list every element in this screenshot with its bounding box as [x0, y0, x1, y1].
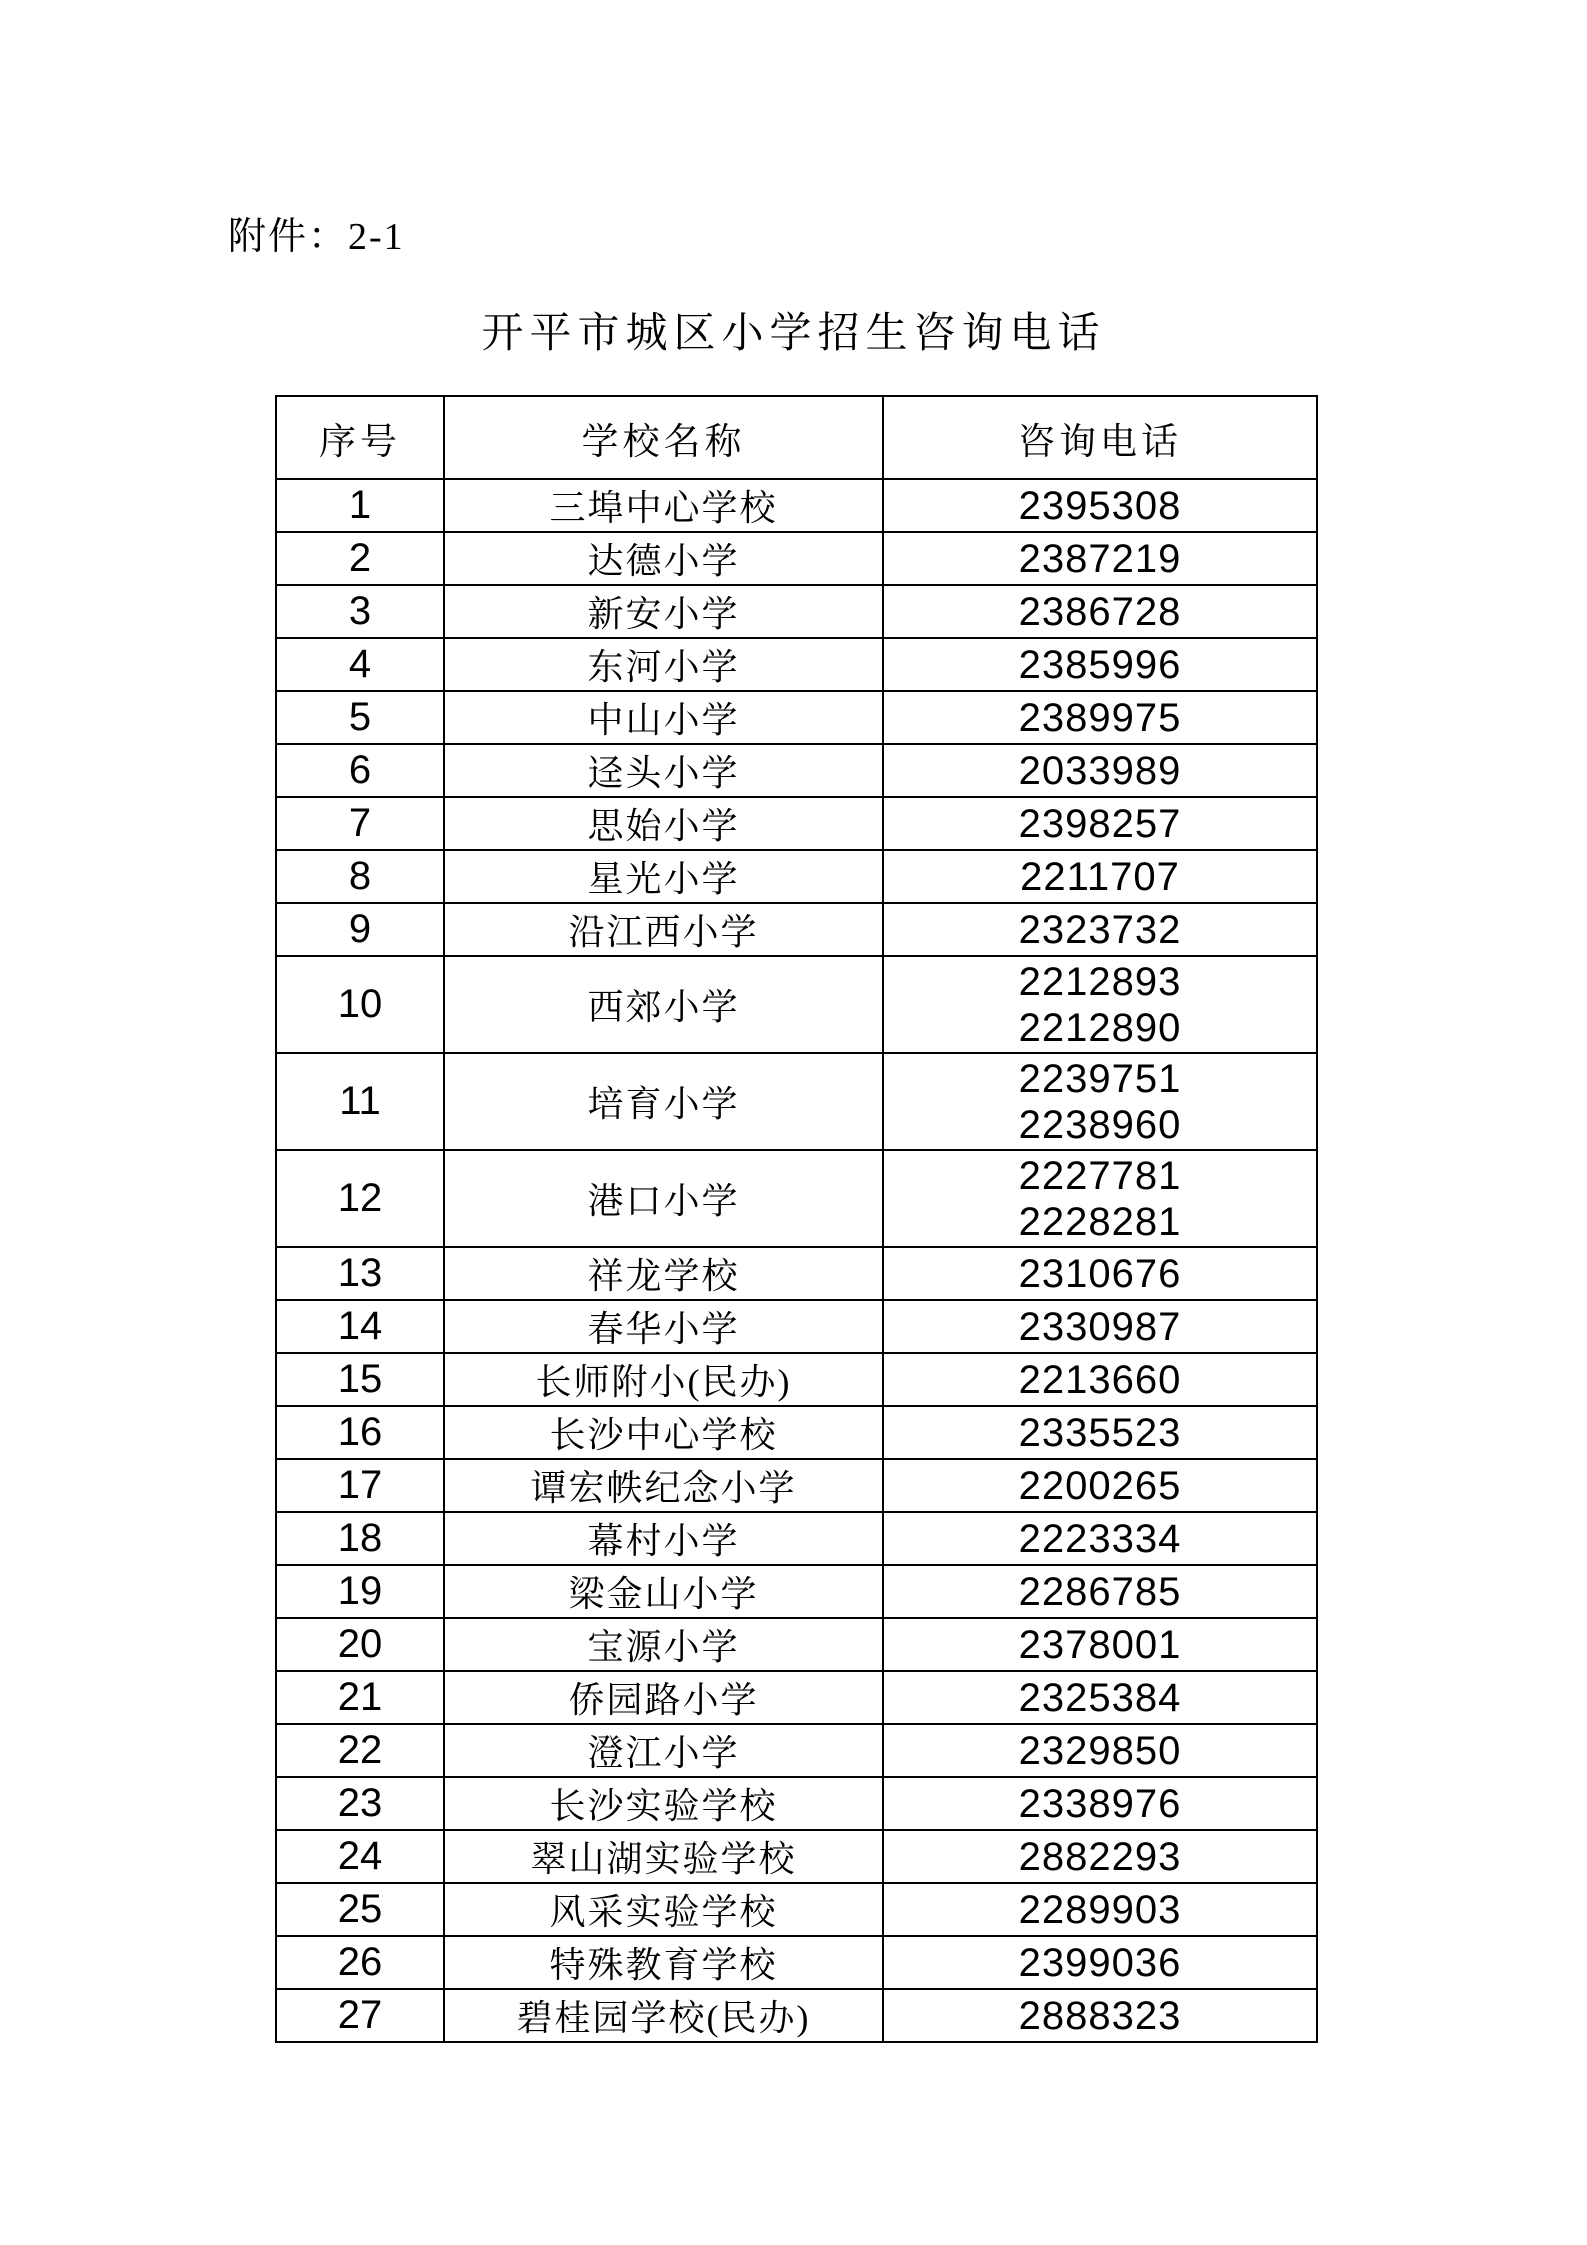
- table-row: [276, 691, 1317, 744]
- serial-number-cell: 27: [276, 1989, 444, 2042]
- table-body: [276, 479, 1317, 2042]
- phone-number-cell: [883, 956, 1317, 1053]
- phone-number-cell: [883, 744, 1317, 797]
- school-name-cell: 特殊教育学校: [444, 1936, 883, 1989]
- phone-number: 2329850: [1018, 1728, 1182, 1773]
- phone-number: 2335523: [1018, 1410, 1182, 1455]
- serial-number-cell: 21: [276, 1671, 444, 1724]
- phone-number-cell: [883, 1830, 1317, 1883]
- serial-number-cell: 18: [276, 1512, 444, 1565]
- serial-number-cell: 14: [276, 1300, 444, 1353]
- school-name-cell: 西郊小学: [444, 956, 883, 1053]
- phone-number: 2323732: [1018, 907, 1182, 952]
- phone-number-cell: [883, 1618, 1317, 1671]
- serial-number-cell: 22: [276, 1724, 444, 1777]
- phone-number: 2033989: [1018, 748, 1182, 793]
- serial-number-cell: 24: [276, 1830, 444, 1883]
- table-row: [276, 585, 1317, 638]
- phone-number: 2212890: [1018, 1005, 1182, 1050]
- school-phone-table: [275, 395, 1318, 2043]
- column-header-school-name: 学校名称: [444, 396, 883, 479]
- phone-number-cell: [883, 1459, 1317, 1512]
- phone-number: 2395308: [1018, 483, 1182, 528]
- school-name-cell: 三埠中心学校: [444, 479, 883, 532]
- phone-number: 2387219: [1018, 536, 1182, 581]
- phone-number: 2289903: [1018, 1887, 1182, 1932]
- phone-number-cell: [883, 1406, 1317, 1459]
- serial-number-cell: 19: [276, 1565, 444, 1618]
- table-row: [276, 1247, 1317, 1300]
- school-name-cell: 星光小学: [444, 850, 883, 903]
- serial-number-cell: 9: [276, 903, 444, 956]
- school-name-cell: 侨园路小学: [444, 1671, 883, 1724]
- table-row: [276, 479, 1317, 532]
- table-row: [276, 1459, 1317, 1512]
- serial-number-cell: 10: [276, 956, 444, 1053]
- phone-number: 2223334: [1018, 1516, 1182, 1561]
- phone-number-cell: [883, 1053, 1317, 1150]
- phone-number: 2212893: [1018, 959, 1182, 1004]
- school-name-cell: 风采实验学校: [444, 1883, 883, 1936]
- school-name-cell: 幕村小学: [444, 1512, 883, 1565]
- phone-number: 2385996: [1018, 642, 1182, 687]
- serial-number-cell: 2: [276, 532, 444, 585]
- serial-number-cell: 12: [276, 1150, 444, 1247]
- serial-number-cell: 6: [276, 744, 444, 797]
- phone-number: 2200265: [1018, 1463, 1182, 1508]
- school-name-cell: 翠山湖实验学校: [444, 1830, 883, 1883]
- phone-number: 2227781: [1018, 1153, 1182, 1198]
- serial-number-cell: 17: [276, 1459, 444, 1512]
- table-row: [276, 1053, 1317, 1150]
- table-header-row: [276, 396, 1317, 479]
- school-name-cell: 梁金山小学: [444, 1565, 883, 1618]
- serial-number-cell: 20: [276, 1618, 444, 1671]
- attachment-label: 附件：2-1: [228, 216, 405, 258]
- phone-number-cell: [883, 1150, 1317, 1247]
- phone-number: 2389975: [1018, 695, 1182, 740]
- school-name-cell: 长沙实验学校: [444, 1777, 883, 1830]
- serial-number-cell: 15: [276, 1353, 444, 1406]
- table-row: [276, 1565, 1317, 1618]
- table-row: [276, 1618, 1317, 1671]
- column-header-serial-number: 序号: [276, 396, 444, 479]
- phone-number: 2386728: [1018, 589, 1182, 634]
- table-row: [276, 1777, 1317, 1830]
- phone-number-cell: [883, 585, 1317, 638]
- table-row: [276, 1150, 1317, 1247]
- school-name-cell: 长师附小(民办): [444, 1353, 883, 1406]
- serial-number-cell: 16: [276, 1406, 444, 1459]
- phone-number: 2238960: [1018, 1102, 1182, 1147]
- phone-number-cell: [883, 1724, 1317, 1777]
- school-name-cell: 宝源小学: [444, 1618, 883, 1671]
- table-row: [276, 744, 1317, 797]
- serial-number-cell: 26: [276, 1936, 444, 1989]
- phone-number-cell: [883, 479, 1317, 532]
- school-name-cell: 中山小学: [444, 691, 883, 744]
- phone-number: 2239751: [1018, 1056, 1182, 1101]
- phone-number: 2338976: [1018, 1781, 1182, 1826]
- phone-number-cell: [883, 903, 1317, 956]
- table-row: [276, 1406, 1317, 1459]
- phone-number-cell: [883, 1883, 1317, 1936]
- phone-number: 2399036: [1018, 1940, 1182, 1985]
- school-name-cell: 培育小学: [444, 1053, 883, 1150]
- phone-number: 2330987: [1018, 1304, 1182, 1349]
- phone-number-cell: [883, 1936, 1317, 1989]
- phone-number-cell: [883, 797, 1317, 850]
- phone-number: 2325384: [1018, 1675, 1182, 1720]
- school-name-cell: 沿江西小学: [444, 903, 883, 956]
- phone-number: 2286785: [1018, 1569, 1182, 1614]
- school-name-cell: 澄江小学: [444, 1724, 883, 1777]
- table-row: [276, 1883, 1317, 1936]
- page-title: 开平市城区小学招生咨询电话: [481, 311, 1106, 357]
- school-name-cell: 思始小学: [444, 797, 883, 850]
- table-row: [276, 1989, 1317, 2042]
- phone-number-cell: [883, 638, 1317, 691]
- phone-number: 2882293: [1018, 1834, 1182, 1879]
- table-row: [276, 638, 1317, 691]
- phone-number: 2398257: [1018, 801, 1182, 846]
- school-name-cell: 港口小学: [444, 1150, 883, 1247]
- phone-number-cell: [883, 532, 1317, 585]
- school-name-cell: 春华小学: [444, 1300, 883, 1353]
- school-name-cell: 迳头小学: [444, 744, 883, 797]
- school-name-cell: 谭宏帙纪念小学: [444, 1459, 883, 1512]
- phone-number-cell: [883, 1777, 1317, 1830]
- phone-number-cell: [883, 1247, 1317, 1300]
- table-row: [276, 1936, 1317, 1989]
- table-row: [276, 1724, 1317, 1777]
- table-row: [276, 903, 1317, 956]
- phone-number-cell: [883, 1565, 1317, 1618]
- school-name-cell: 祥龙学校: [444, 1247, 883, 1300]
- serial-number-cell: 25: [276, 1883, 444, 1936]
- school-name-cell: 新安小学: [444, 585, 883, 638]
- phone-number-cell: [883, 1989, 1317, 2042]
- table-row: [276, 532, 1317, 585]
- serial-number-cell: 5: [276, 691, 444, 744]
- serial-number-cell: 23: [276, 1777, 444, 1830]
- serial-number-cell: 4: [276, 638, 444, 691]
- phone-number: 2888323: [1018, 1993, 1182, 2038]
- phone-number-cell: [883, 1300, 1317, 1353]
- serial-number-cell: 7: [276, 797, 444, 850]
- table-row: [276, 1671, 1317, 1724]
- school-name-cell: 达德小学: [444, 532, 883, 585]
- phone-number-cell: [883, 691, 1317, 744]
- phone-number-cell: [883, 1671, 1317, 1724]
- table-row: [276, 1353, 1317, 1406]
- phone-number: 2213660: [1018, 1357, 1182, 1402]
- serial-number-cell: 8: [276, 850, 444, 903]
- serial-number-cell: 3: [276, 585, 444, 638]
- serial-number-cell: 13: [276, 1247, 444, 1300]
- phone-number-cell: [883, 1512, 1317, 1565]
- serial-number-cell: 11: [276, 1053, 444, 1150]
- phone-number-cell: [883, 1353, 1317, 1406]
- serial-number-cell: 1: [276, 479, 444, 532]
- school-name-cell: 碧桂园学校(民办): [444, 1989, 883, 2042]
- table-row: [276, 850, 1317, 903]
- table-row: [276, 1300, 1317, 1353]
- table-row: [276, 1830, 1317, 1883]
- school-name-cell: 长沙中心学校: [444, 1406, 883, 1459]
- column-header-consult-phone: 咨询电话: [883, 396, 1317, 479]
- phone-number: 2378001: [1018, 1622, 1182, 1667]
- table-row: [276, 1512, 1317, 1565]
- phone-number: 2228281: [1018, 1199, 1182, 1244]
- table-row: [276, 797, 1317, 850]
- phone-number-cell: [883, 850, 1317, 903]
- phone-number: 2211707: [1020, 854, 1180, 899]
- school-name-cell: 东河小学: [444, 638, 883, 691]
- phone-number: 2310676: [1018, 1251, 1182, 1296]
- table-row: [276, 956, 1317, 1053]
